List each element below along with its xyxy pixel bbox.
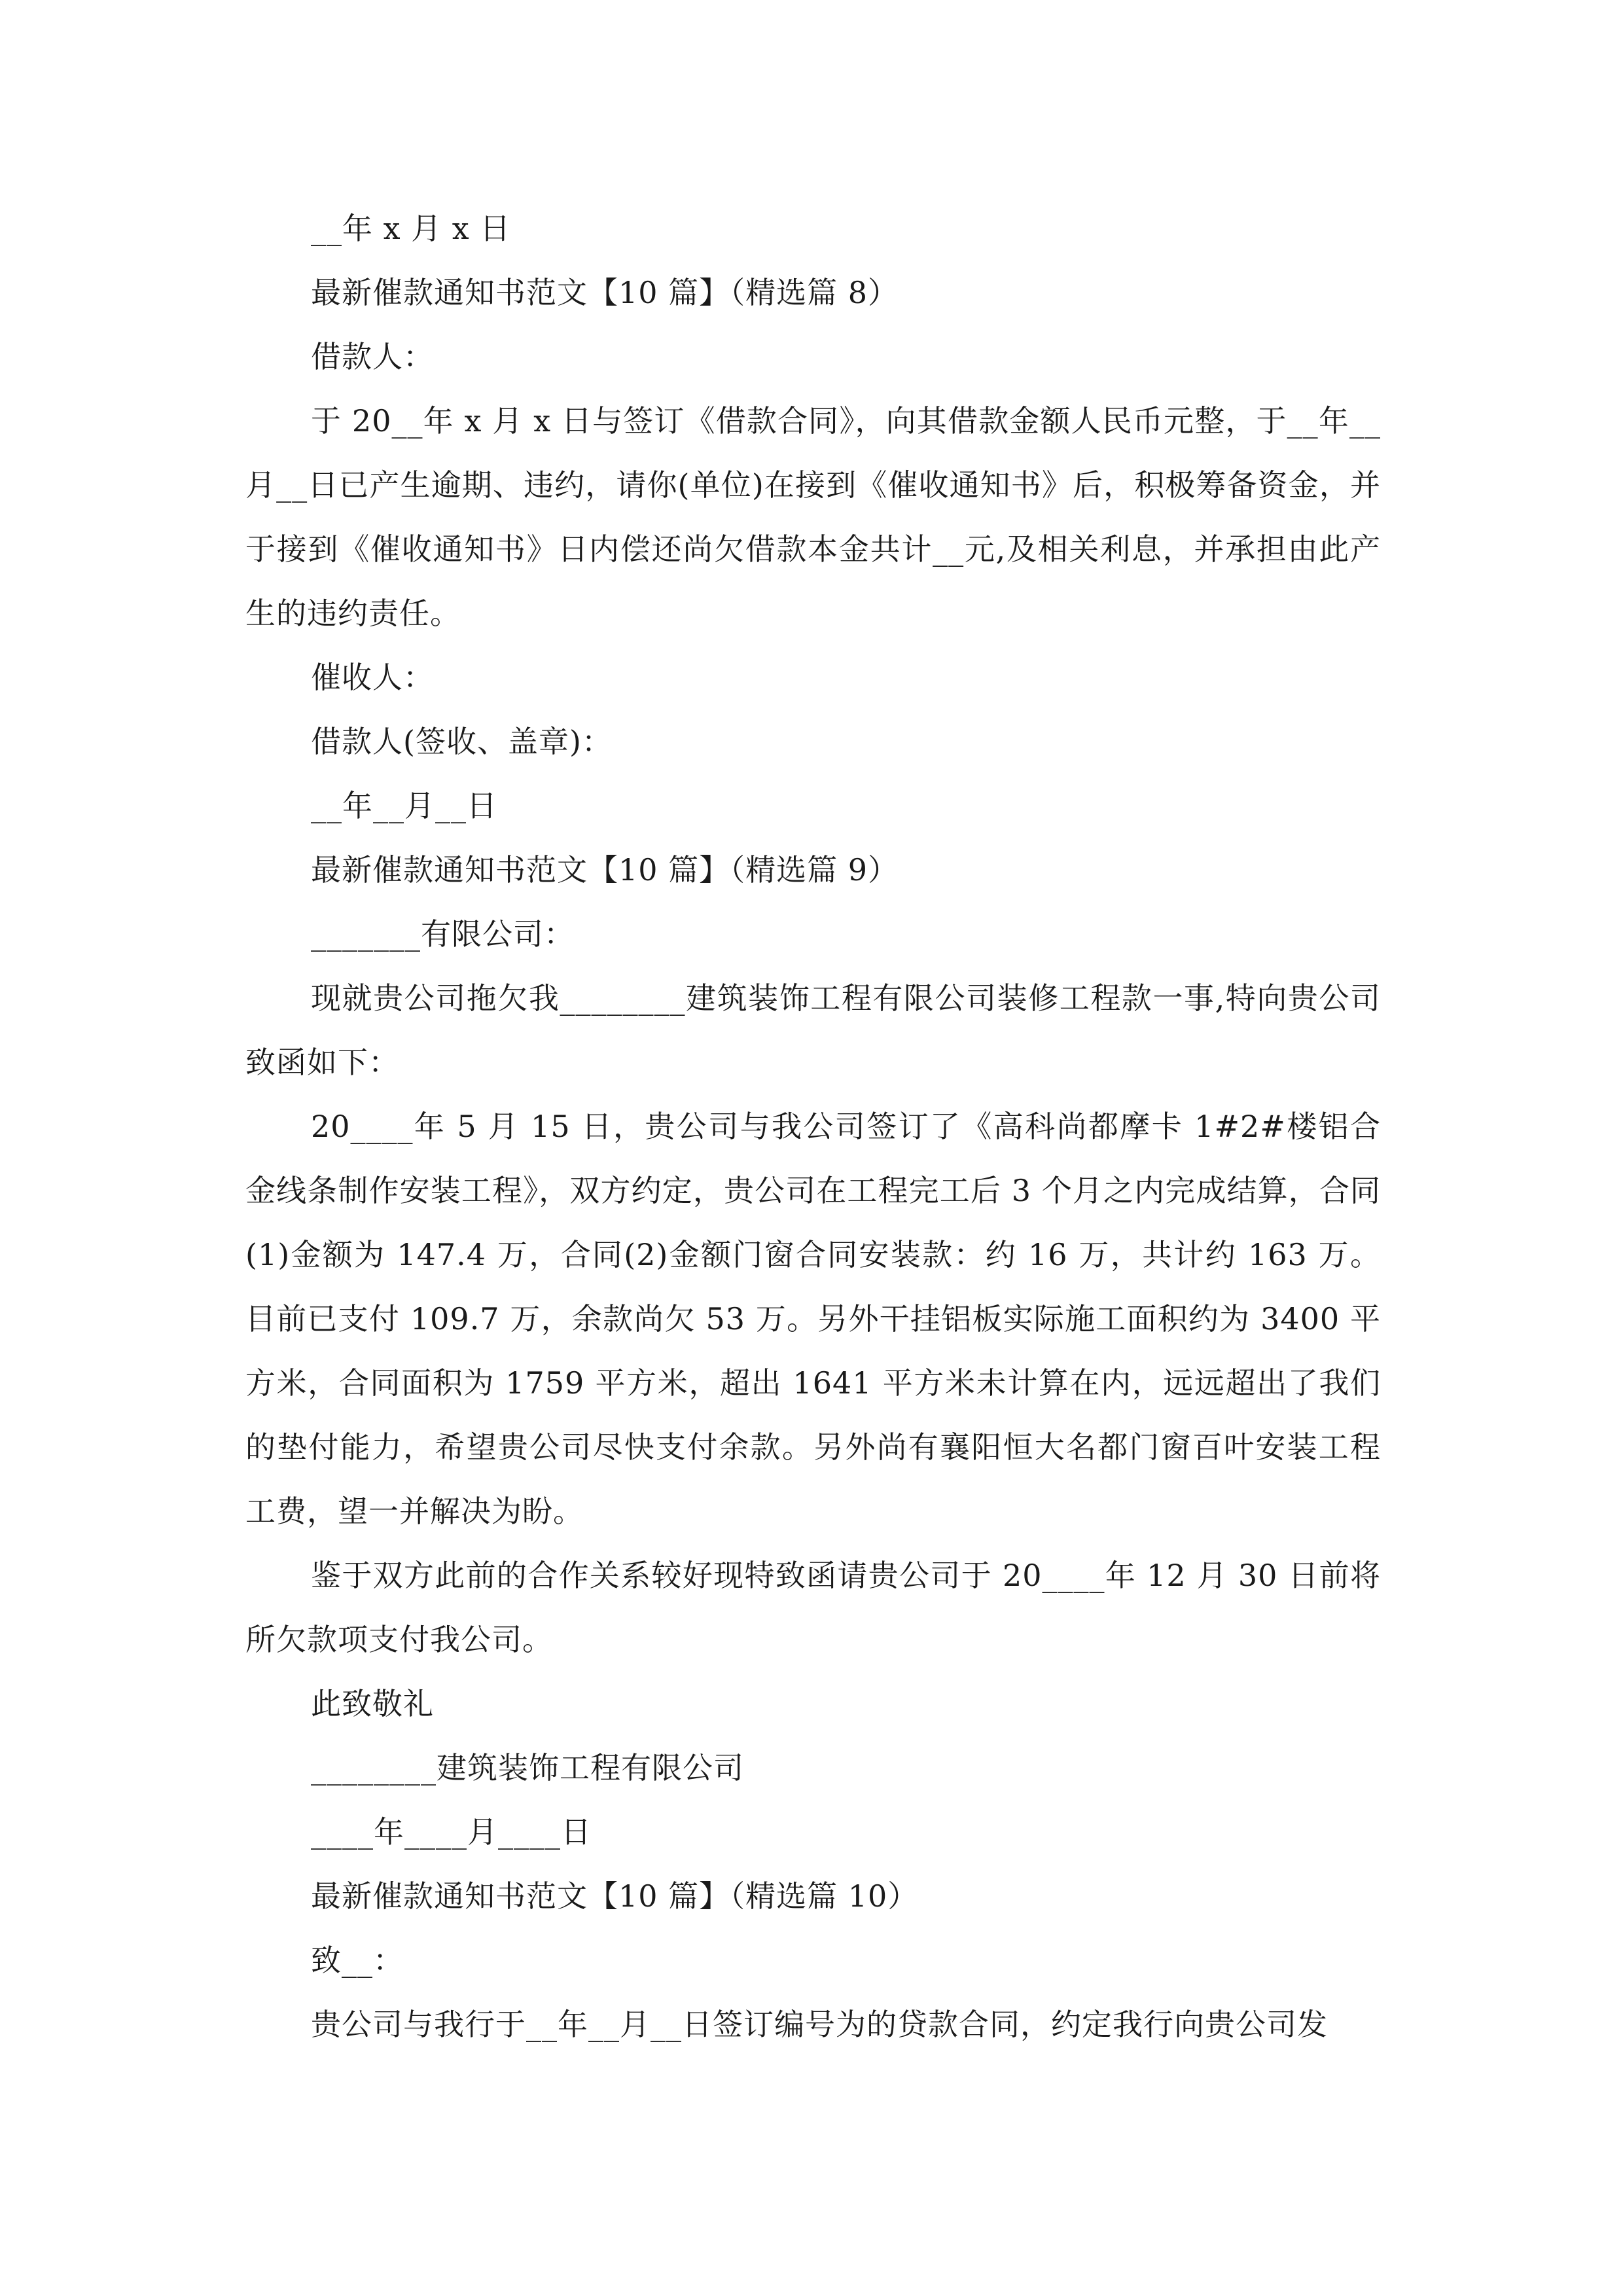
body-paragraph: 鉴于双方此前的合作关系较好现特致函请贵公司于 20____年 12 月 30 日前将所欠款项支付我公司。 (245, 1558, 1381, 1657)
body-paragraph: 现就贵公司拖欠我________建筑装饰工程有限公司装修工程款一事,特向贵公司致函如下： (245, 980, 1381, 1080)
date-line: ____年____月____日 (311, 1814, 592, 1850)
body-paragraph: 贵公司与我行于__年__月__日签订编号为的贷款合同，约定我行向贵公司发 (311, 2007, 1328, 2042)
signature-company: ________建筑装饰工程有限公司 (311, 1750, 744, 1785)
section-heading-8: 最新催款通知书范文【10 篇】（精选篇 8） (311, 275, 899, 310)
date-line: __年__月__日 (311, 788, 497, 823)
addressee-line: 致__： (311, 1943, 404, 1978)
closing-salutation: 此致敬礼 (311, 1686, 434, 1721)
body-paragraph: 于 20__年 x 月 x 日与签订《借款合同》，向其借款金额人民币元整，于__年__月__日已产生逾期、违约，请你(单位)在接到《催收通知书》后，积极筹备资金，并于接到《催收通知书》日内偿还尚欠借款本金共计__元,及相关利息，并承担由此产生的违约责任。 (245, 403, 1381, 631)
collector-line: 催收人： (311, 660, 434, 695)
date-line: __年 x 月 x 日 (311, 211, 511, 246)
addressee-line: 借款人： (311, 339, 434, 374)
borrower-signature-line: 借款人(签收、盖章)： (311, 724, 613, 759)
addressee-line: _______有限公司： (311, 916, 575, 952)
section-heading-9: 最新催款通知书范文【10 篇】（精选篇 9） (311, 852, 899, 888)
body-paragraph: 20____年 5 月 15 日，贵公司与我公司签订了《高科尚都摩卡 1#2#楼铝合金线条制作安装工程》，双方约定，贵公司在工程完工后 3 个月之内完成结算，合同(1)金额为 147.4 万，合同(2)金额门窗合同安装款：约 16 万，共计约 163 万。目前已支付 109.7 万，余款尚欠 53 万。另外干挂铝板实际施工面积约为 3400 平方米，合同面积为 1759 平方米，超出 1641 平方米未计算在内，远远超出了我们的垫付能力，希望贵公司尽快支付余款。另外尚有襄阳恒大名都门窗百叶安装工程工费，望一并解决为盼。 (245, 1109, 1381, 1529)
document-body (245, 196, 1381, 2056)
section-heading-10: 最新催款通知书范文【10 篇】（精选篇 10） (311, 1878, 919, 1914)
